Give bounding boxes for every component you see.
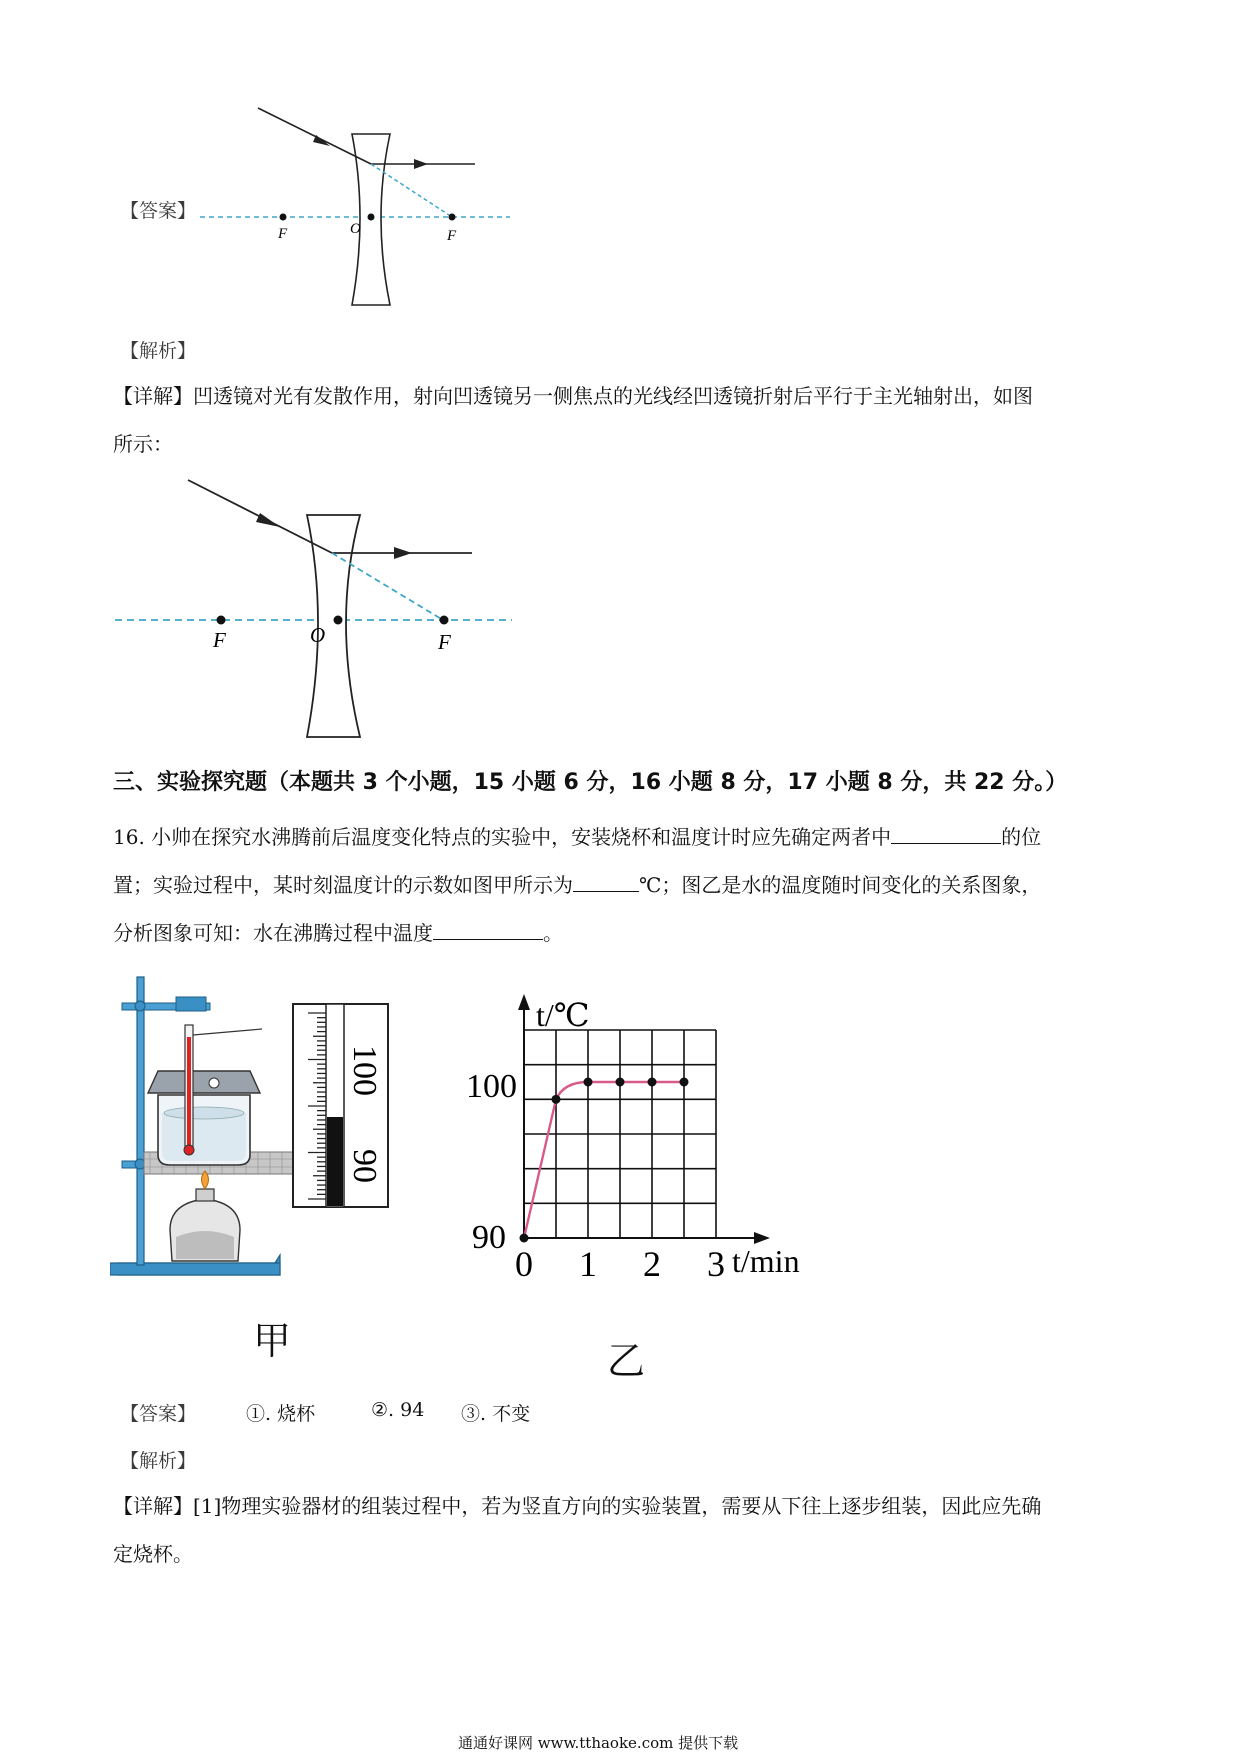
answer-tag: 【答案】 bbox=[120, 200, 197, 222]
blank-3 bbox=[433, 917, 543, 940]
lamp-neck bbox=[196, 1189, 214, 1201]
focus-left bbox=[280, 214, 287, 221]
answer-1: ①. 烧杯 bbox=[246, 1403, 316, 1425]
label-f-right: F bbox=[438, 630, 451, 654]
analysis-tag: 【解析】 bbox=[120, 340, 197, 362]
q16-detail-line2: 定烧杯。 bbox=[113, 1542, 193, 1566]
scale-label-100: 100 bbox=[346, 1045, 383, 1096]
answer-3: ③. 不变 bbox=[461, 1403, 531, 1425]
water bbox=[162, 1113, 246, 1161]
data-point bbox=[616, 1078, 625, 1087]
x-axis-label: t/min bbox=[732, 1243, 800, 1279]
label-f-left: F bbox=[278, 226, 288, 242]
q15-detail-line1: 【详解】凹透镜对光有发散作用，射向凹透镜另一侧焦点的光线经凹透镜折射后平行于主光轴射出，如图 bbox=[113, 384, 1033, 408]
x-tick-label: 1 bbox=[579, 1244, 597, 1284]
thermometer-liquid bbox=[187, 1037, 191, 1149]
y-axis-label: t/℃ bbox=[536, 997, 590, 1033]
thermometer-scale bbox=[292, 1003, 390, 1209]
label-f-left: F bbox=[213, 628, 226, 652]
detail-tag: 【详解】 bbox=[113, 384, 193, 408]
chart-grid bbox=[524, 1030, 716, 1238]
y-tick-90: 90 bbox=[472, 1219, 506, 1256]
scale-label-90: 90 bbox=[346, 1149, 383, 1183]
answer-2: ②. 94 bbox=[371, 1399, 425, 1421]
stand-rod bbox=[137, 977, 144, 1265]
beaker-cover bbox=[148, 1071, 260, 1093]
optical-center bbox=[368, 214, 375, 221]
thermometer-bulb bbox=[184, 1145, 194, 1155]
concave-lens-answer-figure bbox=[200, 100, 520, 320]
q15-detail-line2: 所示： bbox=[113, 432, 173, 456]
label-o: O bbox=[350, 221, 361, 237]
cover-hole bbox=[209, 1078, 219, 1088]
detail-tag: 【详解】 bbox=[113, 1494, 193, 1518]
leader-line bbox=[193, 1029, 262, 1035]
q16-line3: 分析图象可知：水在沸腾过程中温度 。 bbox=[113, 909, 563, 957]
caption-yi: 乙 bbox=[607, 1339, 646, 1383]
clamp-head bbox=[176, 997, 206, 1011]
section-title: 三、实验探究题（本题共 3 个小题，15 小题 6 分，16 小题 8 分，17 小题 8 分，共 22 分。） bbox=[113, 770, 1068, 795]
data-point bbox=[584, 1078, 593, 1087]
q16-line1: 16. 小帅在探究水沸腾前后温度变化特点的实验中，安装烧杯和温度计时应先确定两者中 的位 bbox=[113, 813, 1041, 861]
x-tick-label: 0 bbox=[515, 1244, 533, 1284]
data-point bbox=[680, 1078, 689, 1087]
x-tick-labels bbox=[515, 1244, 725, 1284]
arrow-icon bbox=[414, 159, 428, 169]
y-axis-arrow-icon bbox=[518, 994, 530, 1010]
figure-yi-chart bbox=[448, 990, 848, 1300]
scale-mercury-column bbox=[327, 1117, 343, 1206]
extension-line bbox=[371, 164, 452, 217]
arrow-icon bbox=[313, 135, 330, 146]
arrow-icon bbox=[256, 513, 280, 527]
blank-1 bbox=[891, 821, 1001, 844]
concave-lens-explanation-figure bbox=[110, 475, 520, 745]
answer-tag: 【答案】 bbox=[120, 1403, 197, 1425]
data-point bbox=[520, 1234, 529, 1243]
x-tick-label: 2 bbox=[643, 1244, 661, 1284]
focus-left bbox=[217, 616, 226, 625]
blank-2 bbox=[573, 869, 639, 892]
y-tick-100: 100 bbox=[466, 1068, 517, 1105]
flame-icon bbox=[202, 1171, 209, 1189]
data-points bbox=[520, 1078, 689, 1243]
q16-detail-line1: 【详解】[1]物理实验器材的组装过程中，若为竖直方向的实验装置，需要从下往上逐步组装，因此应先确 bbox=[113, 1494, 1042, 1518]
water-surface bbox=[164, 1107, 244, 1119]
focus-right bbox=[449, 214, 456, 221]
stand-base-plate bbox=[110, 1263, 280, 1275]
label-o: O bbox=[310, 623, 326, 647]
data-point bbox=[648, 1078, 657, 1087]
focus-right bbox=[440, 616, 449, 625]
analysis-tag: 【解析】 bbox=[120, 1450, 197, 1472]
data-point bbox=[552, 1095, 561, 1104]
label-f-right: F bbox=[447, 228, 457, 244]
lamp-fuel bbox=[176, 1231, 234, 1259]
arrow-icon bbox=[394, 547, 412, 559]
x-tick-label: 3 bbox=[707, 1244, 725, 1284]
footer-watermark: 通通好课网 www.tthaoke.com 提供下载 bbox=[458, 1734, 739, 1752]
caption-jia: 甲 bbox=[253, 1319, 292, 1363]
optical-center bbox=[334, 616, 343, 625]
clamp-knob bbox=[135, 1001, 145, 1011]
q16-line2: 置；实验过程中，某时刻温度计的示数如图甲所示为 ℃；图乙是水的温度随时间变化的关系图象， bbox=[113, 861, 1041, 909]
data-curve bbox=[524, 1082, 684, 1238]
